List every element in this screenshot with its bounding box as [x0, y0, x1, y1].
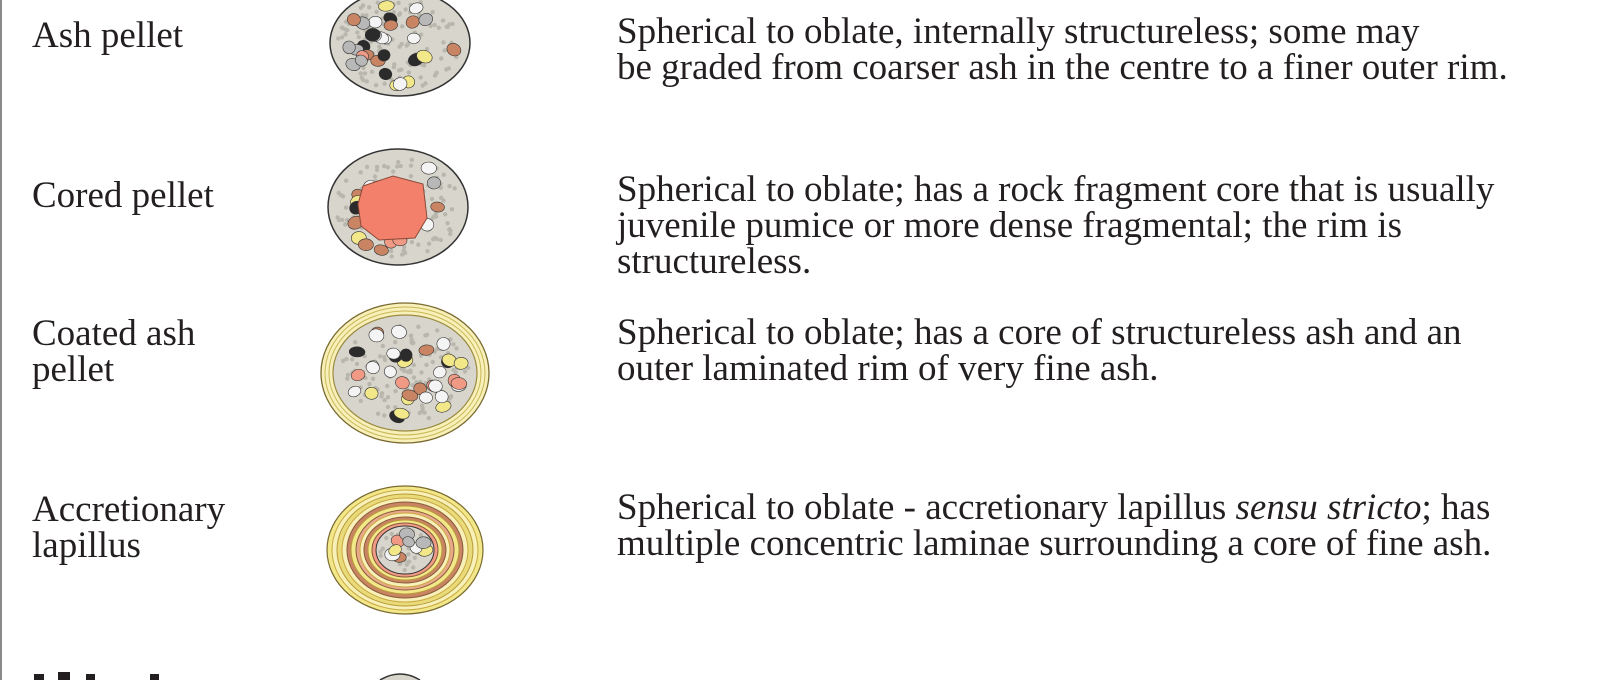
fine-ash-dot	[450, 22, 454, 26]
fine-ash-dot	[439, 238, 443, 242]
fine-ash-dot	[389, 254, 393, 258]
fine-ash-dot	[367, 5, 371, 9]
fine-ash-dot	[382, 413, 386, 417]
fine-ash-dot	[431, 10, 435, 14]
ash-clast	[416, 537, 432, 549]
fine-ash-dot	[381, 547, 385, 551]
fine-ash-dot	[378, 354, 382, 358]
fine-ash-dot	[376, 412, 380, 416]
fine-ash-dot	[409, 334, 413, 338]
fine-ash-dot	[403, 7, 407, 11]
fine-ash-dot	[413, 556, 417, 560]
fine-ash-dot	[463, 369, 467, 373]
fine-ash-dot	[405, 43, 409, 47]
next-row-partial	[0, 650, 1600, 680]
ash-clast	[427, 177, 441, 190]
fine-ash-dot	[443, 48, 447, 52]
sensu-stricto-italic: sensu stricto	[1235, 487, 1422, 528]
fine-ash-dot	[373, 174, 377, 178]
fine-ash-dot	[363, 71, 367, 75]
fine-ash-dot	[336, 36, 340, 40]
fine-ash-dot	[431, 237, 435, 241]
fine-ash-dot	[393, 389, 397, 393]
fine-ash-dot	[430, 197, 434, 201]
cored-pellet-icon	[325, 146, 475, 270]
fine-ash-dot	[419, 75, 423, 79]
fine-ash-dot	[383, 82, 387, 86]
fine-ash-dot	[416, 325, 420, 329]
fine-ash-dot	[385, 384, 389, 388]
fine-ash-dot	[403, 568, 407, 572]
accretionary-lapillus-label: Accretionary lapillus	[32, 489, 226, 566]
fine-ash-dot	[382, 398, 386, 402]
fine-ash-dot	[397, 13, 401, 17]
fine-ash-dot	[371, 377, 375, 381]
rock-fragment-core	[358, 176, 427, 240]
coated-ash-pellet-description: Spherical to oblate; has a core of structureless ash and an outer laminated rim of very fine ash.	[617, 312, 1462, 389]
fine-ash-dot	[407, 70, 411, 74]
fine-ash-dot	[391, 169, 395, 173]
fine-ash-dot	[441, 18, 445, 22]
cored-pellet-label: Cored pellet	[32, 175, 214, 216]
fine-ash-dot	[340, 35, 344, 39]
fine-ash-dot	[433, 23, 437, 27]
fine-ash-dot	[392, 65, 396, 69]
fine-ash-dot	[395, 164, 399, 168]
fine-ash-dot	[355, 362, 359, 366]
fine-ash-dot	[427, 416, 431, 420]
fine-ash-dot	[405, 562, 409, 566]
fine-ash-dot	[343, 32, 347, 36]
fine-ash-dot	[402, 369, 406, 373]
fine-ash-dot	[439, 56, 443, 60]
fine-ash-dot	[396, 1, 400, 5]
ash-clast	[368, 16, 382, 28]
fine-ash-dot	[386, 395, 390, 399]
fine-ash-dot	[434, 71, 438, 75]
fine-ash-dot	[386, 165, 390, 169]
ash-clast	[437, 337, 451, 350]
ash-clast	[407, 33, 420, 44]
fine-ash-dot	[454, 346, 458, 350]
fine-ash-dot	[422, 410, 426, 414]
fine-ash-dot	[409, 174, 413, 178]
fine-ash-dot	[365, 165, 369, 169]
fine-ash-dot	[353, 340, 357, 344]
fine-ash-dot	[443, 212, 447, 216]
coated-ash-pellet-icon	[317, 300, 493, 450]
fine-ash-dot	[442, 173, 446, 177]
fine-ash-dot	[445, 221, 449, 225]
ash-pellet-label: Ash pellet	[32, 15, 184, 56]
fine-ash-dot	[425, 249, 429, 253]
fine-ash-dot	[359, 399, 363, 403]
fine-ash-dot	[355, 30, 359, 34]
coated-ash-pellet-label: Coated ash pellet	[32, 313, 196, 390]
fine-ash-dot	[416, 243, 420, 247]
fine-ash-dot	[447, 184, 451, 188]
fine-ash-dot	[412, 363, 416, 367]
fine-ash-dot	[410, 341, 414, 345]
fine-ash-dot	[344, 179, 348, 183]
fine-ash-dot	[343, 222, 347, 226]
fine-ash-dot	[344, 205, 348, 209]
fine-ash-dot	[379, 554, 383, 558]
fine-ash-dot	[411, 565, 415, 569]
fine-ash-dot	[370, 70, 374, 74]
fine-ash-dot	[437, 26, 441, 30]
fine-ash-dot	[337, 191, 341, 195]
fine-ash-dot	[341, 359, 345, 363]
fine-ash-dot	[359, 71, 363, 75]
ash-clast	[358, 239, 374, 251]
ash-pellet-icon	[325, 0, 475, 100]
fine-ash-dot	[384, 536, 388, 540]
fine-ash-dot	[374, 83, 378, 87]
fine-ash-dot	[424, 363, 428, 367]
fine-ash-dot	[441, 40, 445, 44]
fine-ash-dot	[421, 83, 425, 87]
fine-ash-dot	[375, 165, 379, 169]
fine-ash-dot	[357, 35, 361, 39]
fine-ash-dot	[450, 207, 454, 211]
fine-ash-dot	[447, 227, 451, 231]
fine-ash-dot	[434, 212, 438, 216]
fine-ash-dot	[448, 232, 452, 236]
fine-ash-dot	[451, 342, 455, 346]
fine-ash-dot	[359, 170, 363, 174]
fine-ash-dot	[412, 375, 416, 379]
fine-ash-dot	[409, 163, 413, 167]
fine-ash-dot	[435, 328, 439, 332]
fine-ash-dot	[410, 240, 414, 244]
fine-ash-dot	[396, 160, 400, 164]
fine-ash-dot	[393, 340, 397, 344]
fine-ash-dot	[335, 215, 339, 219]
fine-ash-dot	[419, 370, 423, 374]
fine-ash-dot	[400, 24, 404, 28]
fine-ash-dot	[453, 186, 457, 190]
accretionary-lapillus-icon	[324, 484, 486, 618]
fine-ash-dot	[380, 391, 384, 395]
fine-ash-dot	[400, 42, 404, 46]
cored-pellet-description: Spherical to oblate; has a rock fragment core that is usually juvenile pumice or more dense fragmental; the rim is structureless.	[617, 169, 1495, 282]
fine-ash-dot	[399, 68, 403, 72]
fine-ash-dot	[423, 333, 427, 337]
fine-ash-dot	[383, 358, 387, 362]
fine-ash-dot	[447, 66, 451, 70]
fine-ash-dot	[449, 394, 453, 398]
fine-ash-dot	[406, 370, 410, 374]
fine-ash-dot	[340, 26, 344, 30]
fine-ash-dot	[410, 158, 414, 162]
fine-ash-dot	[361, 78, 365, 82]
fine-ash-dot	[346, 373, 350, 377]
fine-ash-dot	[381, 344, 385, 348]
fine-ash-dot	[367, 382, 371, 386]
fine-ash-dot	[431, 360, 435, 364]
fine-ash-dot	[439, 196, 443, 200]
ash-pellet-description: Spherical to oblate, internally structureless; some may be graded from coarser ash in the centre to a finer outer rim.	[617, 11, 1508, 88]
fine-ash-dot	[453, 370, 457, 374]
accretionary-lapillus-description: Spherical to oblate - accretionary lapillus sensu stricto; has multiple concentric laminae surrounding a core of fine ash.	[617, 487, 1492, 564]
fine-ash-dot	[389, 249, 393, 253]
fine-ash-dot	[427, 242, 431, 246]
fine-ash-dot	[390, 532, 394, 536]
fine-ash-dot	[374, 10, 378, 14]
fine-ash-dot	[359, 6, 363, 10]
fine-ash-dot	[350, 357, 354, 361]
fine-ash-dot	[386, 405, 390, 409]
fine-ash-dot	[345, 377, 349, 381]
